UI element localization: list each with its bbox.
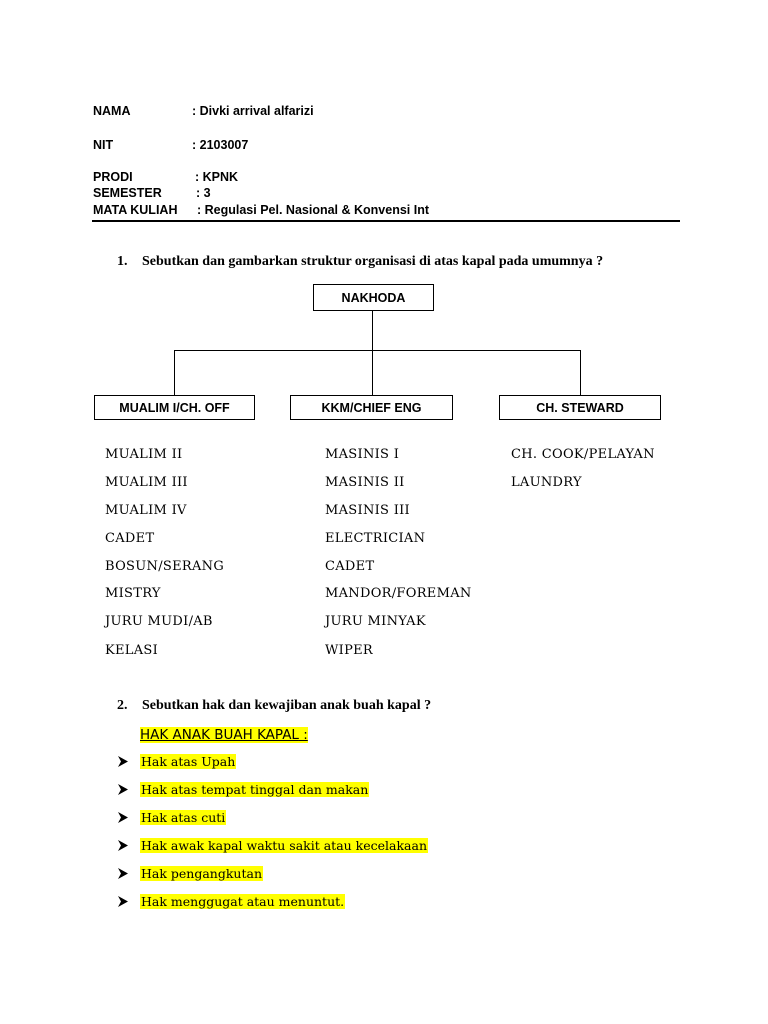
arrowhead-bullet-icon	[117, 756, 140, 767]
question-2-text: Sebutkan hak dan kewajiban anak buah kapal ?	[142, 698, 432, 713]
prodi-value: : KPNK	[195, 170, 239, 184]
right-text: Hak atas cuti	[141, 810, 226, 825]
org-box-nakhoda: NAKHODA	[313, 284, 434, 311]
nit-label: NIT	[93, 138, 114, 152]
course-value: : Regulasi Pel. Nasional & Konvensi Int	[197, 203, 429, 217]
connector-vertical-center	[372, 311, 373, 395]
right-text: Hak awak kapal waktu sakit atau kecelakaan	[141, 838, 428, 853]
list-item: MASINIS III	[325, 503, 410, 518]
semester-value: : 3	[196, 186, 211, 200]
right-text: Hak atas Upah	[141, 754, 236, 769]
question-1-number: 1.	[117, 254, 128, 269]
connector-vertical-right	[580, 350, 581, 395]
rights-heading	[140, 727, 308, 743]
connector-vertical-left	[174, 350, 175, 395]
list-item: ELECTRICIAN	[325, 531, 426, 546]
list-item	[117, 754, 236, 769]
list-item: LAUNDRY	[511, 475, 582, 490]
list-item: MASINIS II	[325, 475, 405, 490]
right-text: Hak menggugat atau menuntut.	[141, 894, 345, 909]
list-item: WIPER	[325, 643, 374, 658]
right-text: Hak pengangkutan	[141, 866, 263, 881]
rights-heading-colon: :	[298, 727, 308, 743]
arrowhead-bullet-icon	[117, 784, 140, 795]
arrowhead-bullet-icon	[117, 840, 140, 851]
connector-horizontal	[174, 350, 581, 351]
header-divider	[92, 220, 680, 222]
list-item: CADET	[325, 559, 375, 574]
list-item	[117, 894, 345, 909]
list-item	[117, 810, 226, 825]
arrowhead-bullet-icon	[117, 812, 140, 823]
list-item: CADET	[105, 531, 155, 546]
list-item: MUALIM IV	[105, 503, 187, 518]
org-box-mualim: MUALIM I/CH. OFF	[94, 395, 255, 420]
question-1-text: Sebutkan dan gambarkan struktur organisasi di atas kapal pada umumnya ?	[142, 254, 604, 269]
course-label: MATA KULIAH	[93, 203, 178, 217]
right-text: Hak atas tempat tinggal dan makan	[141, 782, 369, 797]
list-item	[117, 866, 263, 881]
list-item: MUALIM III	[105, 475, 188, 490]
question-1	[117, 254, 603, 270]
list-item: CH. COOK/PELAYAN	[511, 447, 655, 462]
list-item: JURU MUDI/AB	[105, 614, 213, 629]
prodi-label: PRODI	[93, 170, 133, 184]
arrowhead-bullet-icon	[117, 896, 140, 907]
arrowhead-bullet-icon	[117, 868, 140, 879]
list-item: JURU MINYAK	[325, 614, 426, 629]
list-item: MANDOR/FOREMAN	[325, 586, 472, 601]
list-item: MASINIS I	[325, 447, 400, 462]
nit-value: : 2103007	[192, 138, 249, 152]
list-item: MUALIM II	[105, 447, 183, 462]
list-item	[117, 782, 369, 797]
rights-heading-text: HAK ANAK BUAH KAPAL	[140, 727, 299, 743]
list-item	[117, 838, 428, 853]
list-item: MISTRY	[105, 586, 161, 601]
name-label: NAMA	[93, 104, 131, 118]
question-2	[117, 698, 431, 714]
list-item: BOSUN/SERANG	[105, 559, 225, 574]
org-box-kkm: KKM/CHIEF ENG	[290, 395, 453, 420]
semester-label: SEMESTER	[93, 186, 162, 200]
list-item: KELASI	[105, 643, 159, 658]
name-value: : Divki arrival alfarizi	[192, 104, 314, 118]
question-2-number: 2.	[117, 698, 128, 713]
org-box-steward: CH. STEWARD	[499, 395, 661, 420]
